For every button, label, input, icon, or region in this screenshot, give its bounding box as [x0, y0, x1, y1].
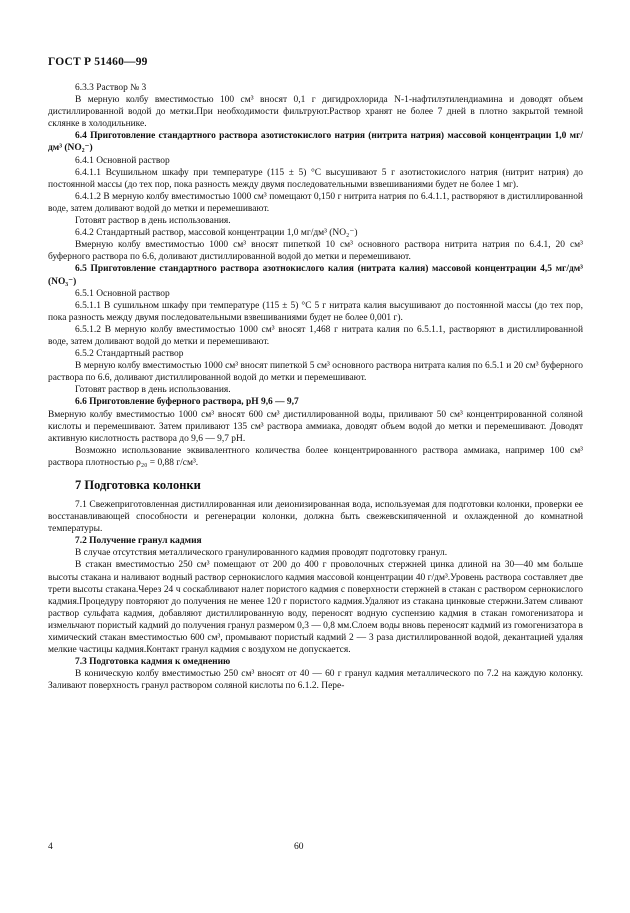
subsection-heading: 7.2 Получение гранул кадмия [75, 536, 202, 547]
subsection-heading: 6.4 Приготовление стандартного раствора азотистокислого натрия (нитрита натрия) массовой концентрации 1,0 мг/дм³ (NO₂⁻) [48, 131, 583, 154]
paragraph: 6.3.3 Раствор № 3 [75, 83, 147, 93]
paragraph: В стакан вместимостью 250 см³ помещают от 200 до 400 г проволочных стержней цинка длиной на 30—40 мм больше высоты стакана и наливают водный раствор сернокислого кадмия массовой концентрации 40 г/дм³.Уровень раствора составляет две трети высоты стакана.Через 24 ч соскабливают налет пористого кадмия с поверхности стержней в стакан с раствором сернокислого кадмия.Процедуру повторяют до получения не менее 120 г пористого кадмия.Удаляют из стакана цинковые стержни.Затем сливают раствор сульфата кадмия, добавляют дистиллированную воду, переносят водную суспензию кадмия в стакан гомогенизатора и измельчают пористый кадмий до получения гранул размером 0,3 — 0,8 мм.Слоем воды вновь переносят кадмий из гомогенизатора в химический стакан вместимостью 600 см³, промывают пористый кадмий 2 — 3 раза дистиллированной водой, декантацией удаляя мелкие частицы кадмия.Контакт гранул кадмия с воздухом не допускается. [48, 560, 583, 656]
paragraph: 6.4.1.1 Всушильном шкафу при температуре (115 ± 5) °С высушивают 5 г азотистокислого натрия (нитрит натрия) до постоянной массы (до тех пор, пока разность между двумя последовательными взвешиваниями будет не более 1 мг). [48, 167, 583, 190]
paragraph: В коническую колбу вместимостью 250 см³ вносят от 40 — 60 г гранул кадмия металлического по 7.2 на каждую колонку. Заливают поверхность гранул раствором соляной кислоты по 6.1.2. Пере- [48, 669, 583, 692]
paragraph: 6.5.1 Основной раствор [75, 288, 170, 299]
paragraph: В мерную колбу вместимостью 1000 см³ вносят пипеткой 5 см³ основного раствора нитрата калия по 6.5.1 и 20 см³ буферного раствора по 6.6, доливают дистиллированной водой до метки и перемешивают. [48, 361, 583, 384]
paragraph: Готовят раствор в день использования. [75, 216, 231, 227]
page-header-title: ГОСТ Р 51460—99 [48, 56, 148, 68]
paragraph: 7.1 Свежеприготовленная дистиллированная или деионизированная вода, используемая для подготовки колонки, проверки ее восстанавливающей способности и регенерации колонки, должна быть свежевскипяченной и охлажденной до комнатной температуры. [48, 500, 583, 535]
paragraph: Вмерную колбу вместимостью 1000 см³ вносят пипеткой 10 см³ основного раствора нитрита натрия по 6.4.1, 20 см³ буферного раствора по 6.6, доливают дистиллированной водой до метки и перемешивают. [48, 240, 583, 263]
paragraph: 6.4.2 Стандартный раствор, массовой концентрации 1,0 мг/дм³ (NO₂⁻) [75, 228, 358, 239]
paragraph: 6.5.1.2 В мерную колбу вместимостью 1000 см³ вносят 1,468 г нитрата калия по 6.5.1.1, растворяют в дистиллированной воде, затем доливают водой до метки и перемешивают. [48, 324, 583, 347]
paragraph: 6.4.1.2 В мерную колбу вместимостью 1000 см³ помещают 0,150 г нитрита натрия по 6.4.1.1, растворяют в дистиллированной воде, затем доливают водой до метки и перемешивают. [48, 191, 583, 214]
paragraph: Возможно использование эквивалентного количества более концентрированного раствора аммиака, например 100 см³ раствора плотностью ρ₂₀ = 0,88 г/см³. [48, 445, 583, 468]
paragraph: 6.5.1.1 В сушильном шкафу при температуре (115 ± 5) °С 5 г нитрата калия высушивают до постоянной массы (до тех пор, пока разность между двумя последовательными взвешиваниями будет не более 0,001 г). [48, 300, 583, 323]
page-number-center: 60 [294, 842, 304, 852]
paragraph: Вмерную колбу вместимостью 1000 см³ вносят 600 см³ дистиллированной воды, приливают 50 см³ концентрированной соляной кислоты и перемешивают. Затем приливают 135 см³ раствора аммиака, доводят объем водой до метки и перемешивают. Доводят активную кислотность раствора до 9,6 — 9,7 рН. [48, 409, 583, 444]
paragraph: В случае отсутствия металлического гранулированного кадмия проводят подготовку гранул. [75, 548, 448, 559]
subsection-heading: 6.6 Приготовление буферного раствора, рН 9,6 — 9,7 [75, 397, 299, 408]
document-body [48, 82, 583, 693]
section-heading: 7 Подготовка колонки [75, 478, 201, 492]
subsection-heading: 7.3 Подготовка кадмия к омеднению [75, 657, 231, 668]
paragraph: Готовят раствор в день использования. [75, 385, 231, 396]
paragraph: 6.4.1 Основной раствор [75, 155, 170, 166]
subsection-heading: 6.5 Приготовление стандартного раствора азотнокислого калия (нитрата калия) массовой концентрации 4,5 мг/дм³ (NO₃⁻) [48, 264, 583, 287]
page-number-left: 4 [48, 842, 53, 852]
paragraph: В мерную колбу вместимостью 100 см³ вносят 0,1 г дигидрохлорида N-1-нафтилэтилендиамина и доводят объем дистиллированной водой до метки.При необходимости фильтруют.Раствор хранят не более 7 дней в плотно закрытой темной склянке в холодильнике. [48, 95, 583, 130]
paragraph: 6.5.2 Стандартный раствор [75, 349, 184, 360]
